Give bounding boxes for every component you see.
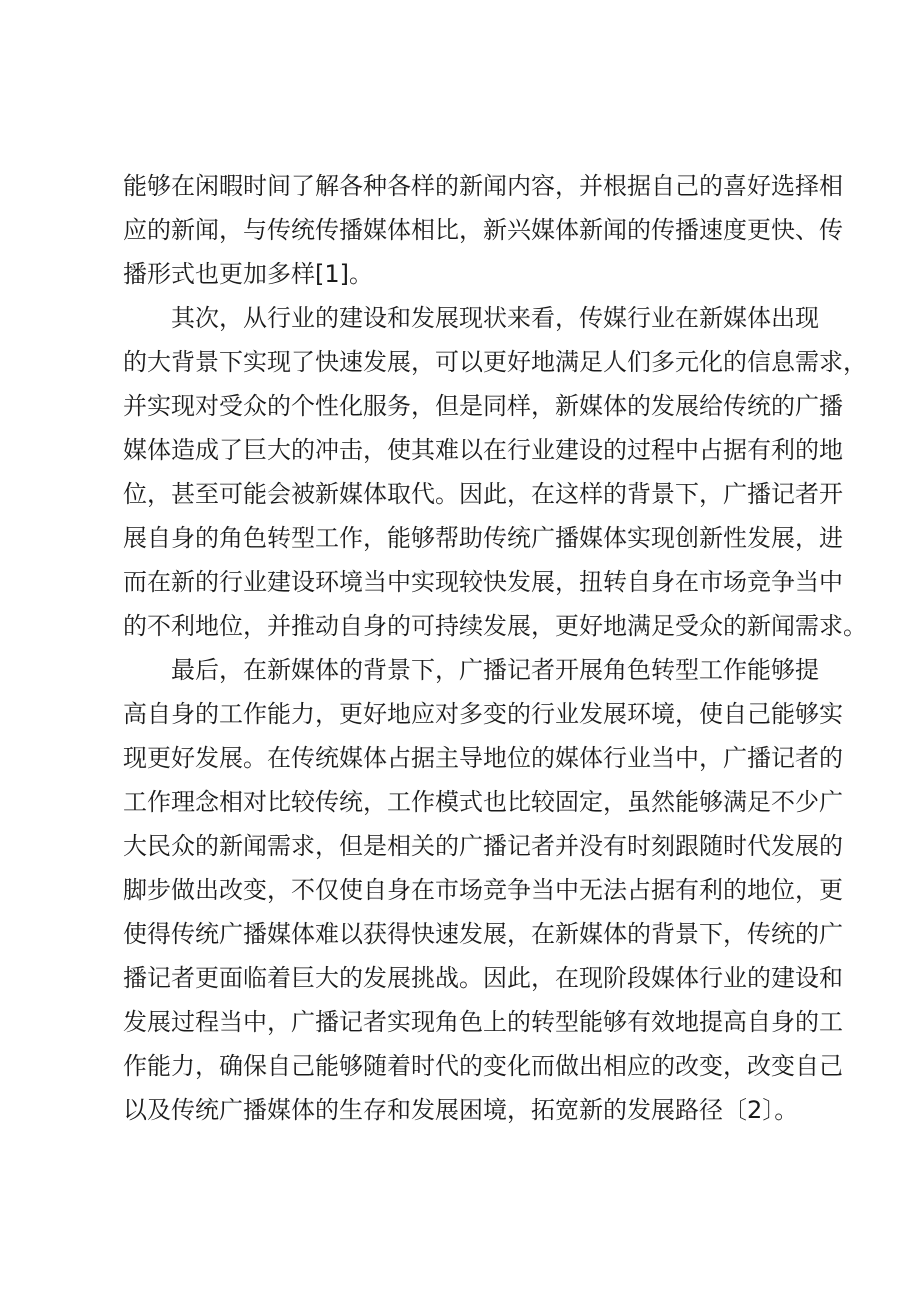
paragraph-3-line-7: 使得传统广播媒体难以获得快速发展，在新媒体的背景下，传统的广	[123, 920, 843, 948]
paragraph-2-line-3: 并实现对受众的个性化服务，但是同样，新媒体的发展给传统的广播	[123, 392, 843, 420]
paragraph-2-line-7: 而在新的行业建设环境当中实现较快发展，扭转自身在市场竞争当中	[123, 568, 843, 596]
paragraph-3-line-5: 大民众的新闻需求，但是相关的广播记者并没有时刻跟随时代发展的	[123, 832, 843, 860]
paragraph-2-line-4: 媒体造成了巨大的冲击，使其难以在行业建设的过程中占据有利的地	[123, 436, 843, 464]
paragraph-1-line-2: 应的新闻，与传统传播媒体相比，新兴媒体新闻的传播速度更快、传	[123, 216, 843, 244]
paragraph-2-line-6: 展自身的角色转型工作，能够帮助传统广播媒体实现创新性发展，进	[123, 524, 843, 552]
paragraph-2-line-5: 位，甚至可能会被新媒体取代。因此，在这样的背景下，广播记者开	[123, 480, 843, 508]
paragraph-1-line-3: 播形式也更加多样[1]。	[123, 260, 373, 288]
paragraph-3-line-1: 最后，在新媒体的背景下，广播记者开展角色转型工作能够提	[171, 656, 819, 684]
paragraph-3-line-4: 工作理念相对比较传统，工作模式也比较固定，虽然能够满足不少广	[123, 788, 843, 816]
paragraph-2-line-8: 的不利地位，并推动自身的可持续发展，更好地满足受众的新闻需求。	[123, 612, 867, 640]
paragraph-3-line-10: 作能力，确保自己能够随着时代的变化而做出相应的改变，改变自己	[123, 1052, 843, 1080]
paragraph-2-line-1: 其次，从行业的建设和发展现状来看，传媒行业在新媒体出现	[171, 304, 819, 332]
paragraph-3-line-11: 以及传统广播媒体的生存和发展困境，拓宽新的发展路径〔2〕。	[123, 1096, 799, 1124]
paragraph-3-line-3: 现更好发展。在传统媒体占据主导地位的媒体行业当中，广播记者的	[123, 744, 843, 772]
paragraph-3-line-6: 脚步做出改变，不仅使自身在市场竞争当中无法占据有利的地位，更	[123, 876, 843, 904]
paragraph-2-line-2: 的大背景下实现了快速发展，可以更好地满足人们多元化的信息需求，	[123, 348, 867, 376]
paragraph-1-line-1: 能够在闲暇时间了解各种各样的新闻内容，并根据自己的喜好选择相	[123, 172, 843, 200]
paragraph-3-line-8: 播记者更面临着巨大的发展挑战。因此，在现阶段媒体行业的建设和	[123, 964, 843, 992]
paragraph-3-line-9: 发展过程当中，广播记者实现角色上的转型能够有效地提高自身的工	[123, 1008, 843, 1036]
paragraph-3-line-2: 高自身的工作能力，更好地应对多变的行业发展环境，使自己能够实	[123, 700, 843, 728]
